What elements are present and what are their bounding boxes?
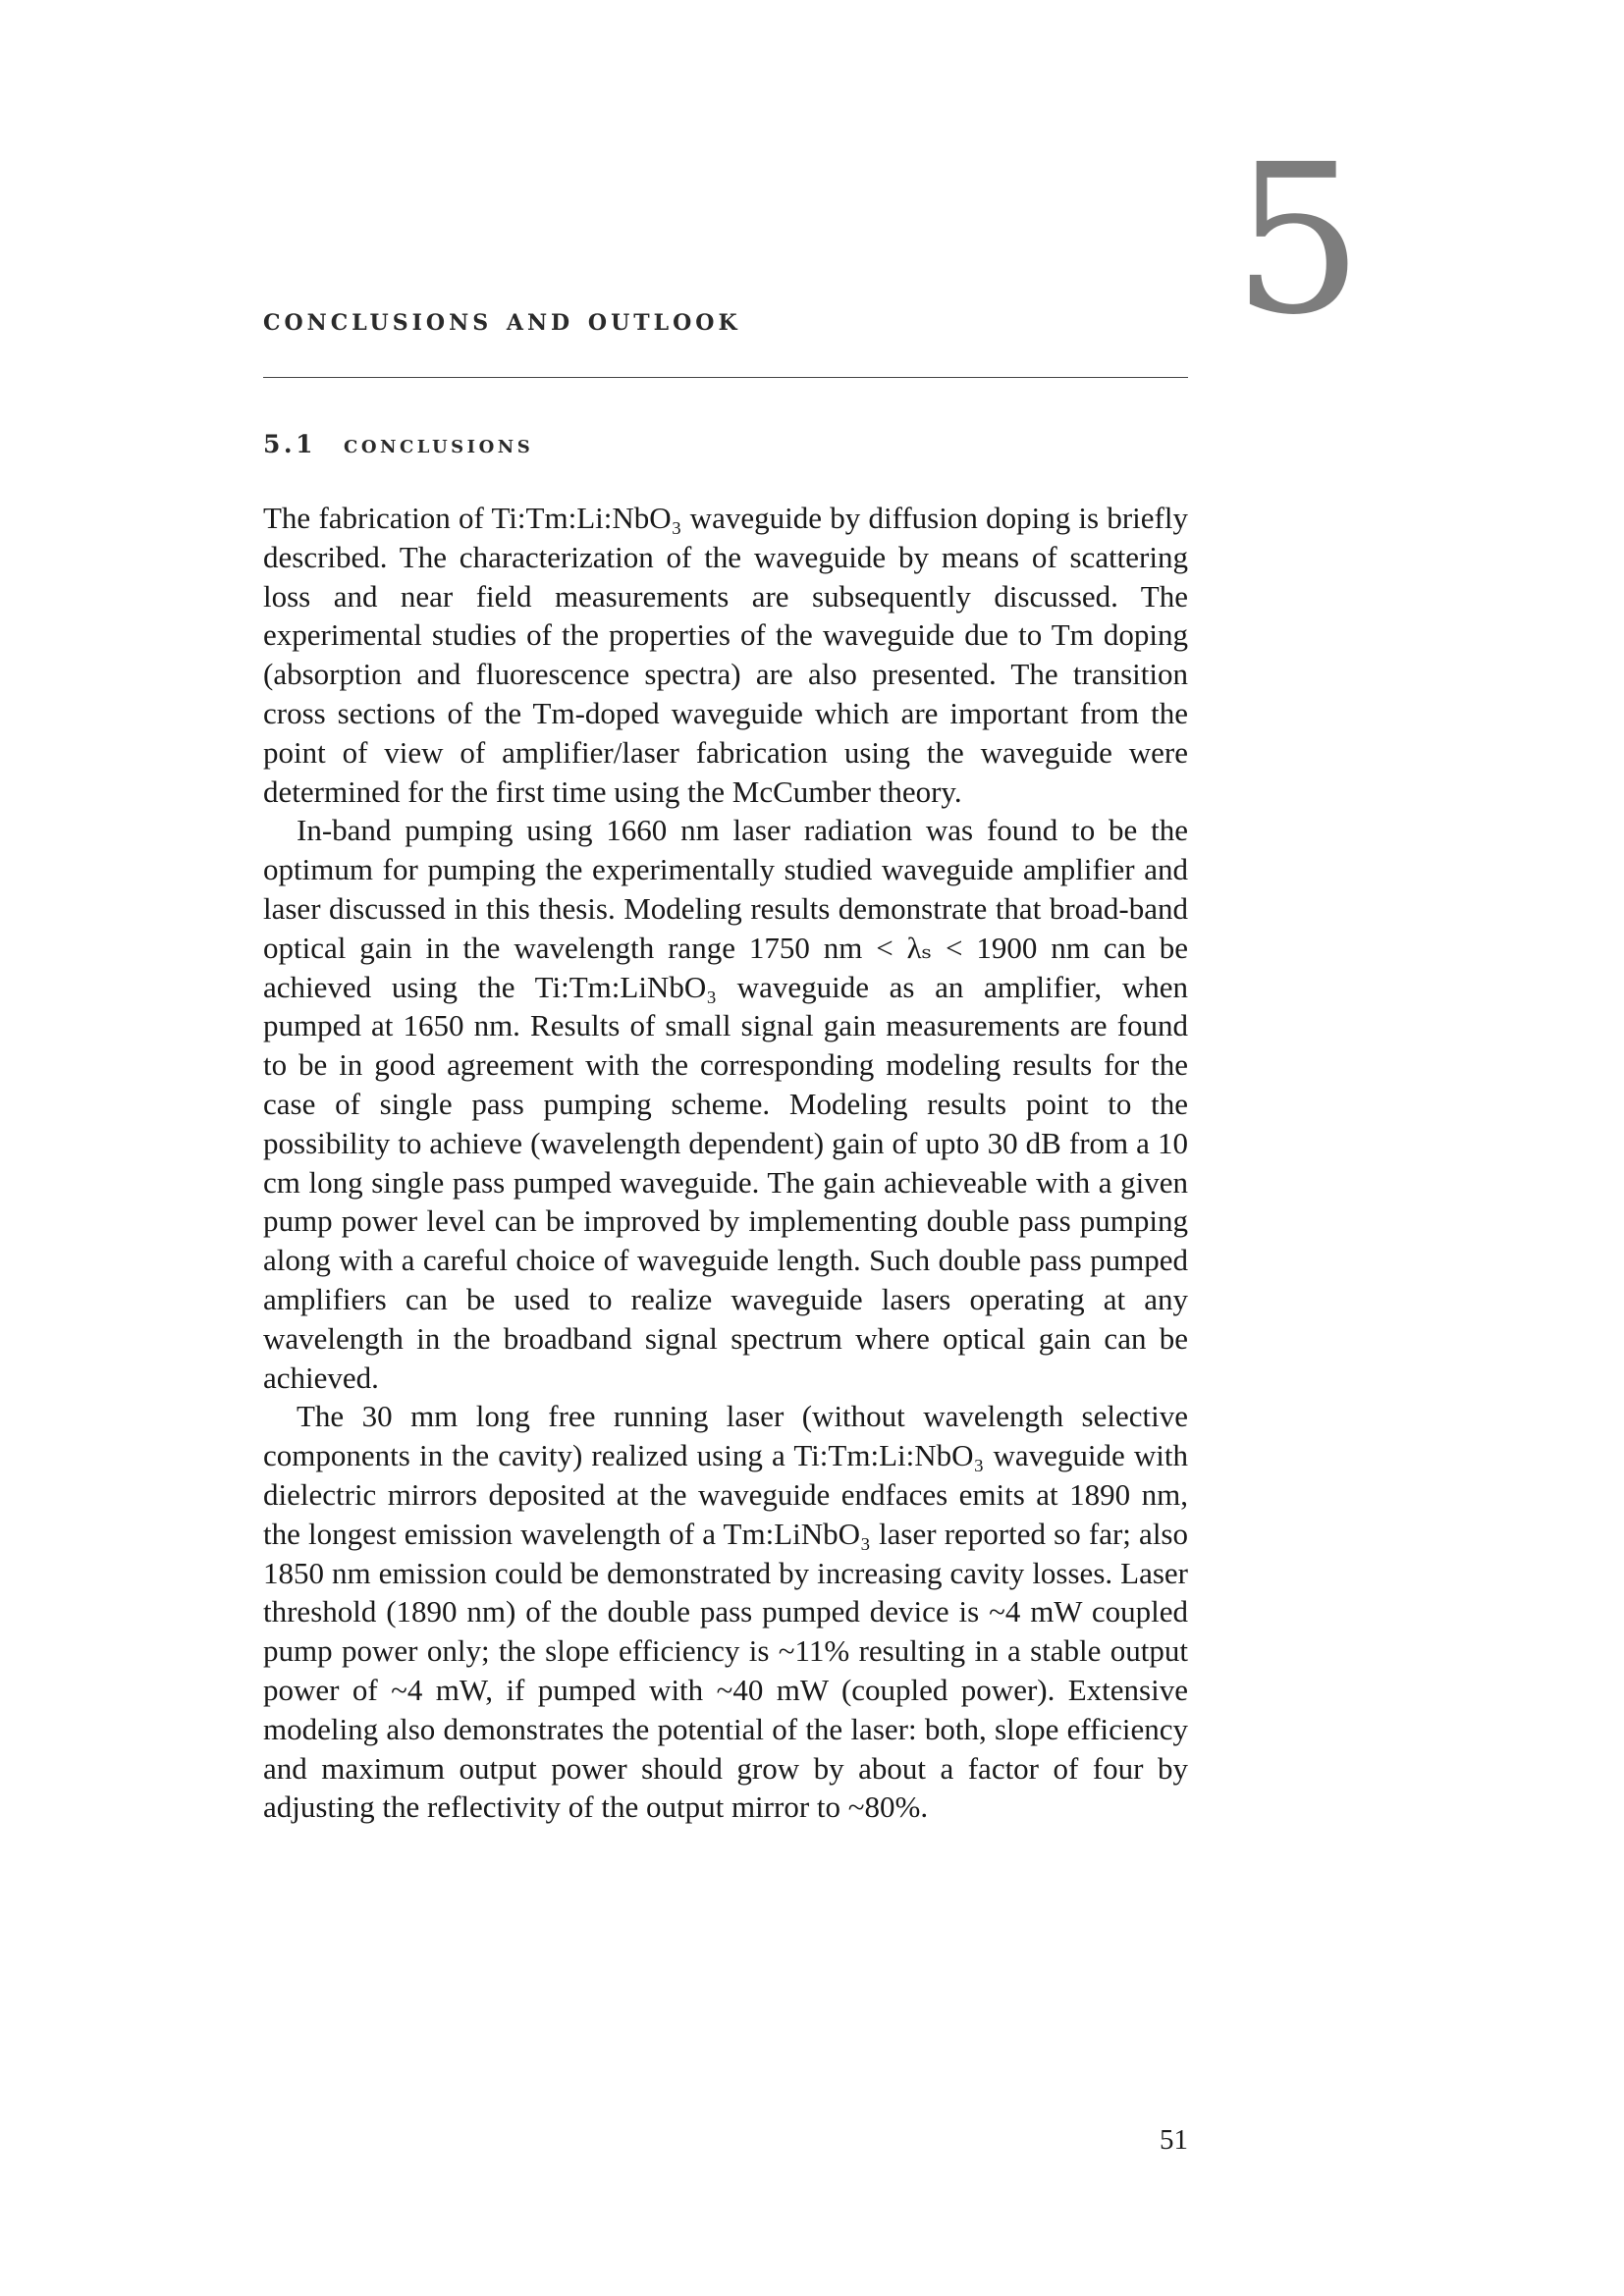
section-heading — [263, 430, 533, 458]
paragraph-free-running-laser: The 30 mm long free running laser (without wavelength selective components in the cavity) realized using a Ti:Tm:Li:NbO₃ waveguide with dielectric mirrors deposited at the waveguide endfaces emits at 1890 nm, the longest emission wavelength of a Tm:LiNbO₃ laser reported so far; also 1850 nm emission could be demonstrated by increasing cavity losses. Laser threshold (1890 nm) of the double pass pumped device is ~4 mW coupled pump power only; the slope efficiency is ~11% resulting in a stable output power of ~4 mW, if pumped with ~40 mW (coupled power). Extensive modeling also demonstrates the potential of the laser: both, slope efficiency and maximum output power should grow by about a factor of four by adjusting the reflectivity of the output mirror to ~80%. — [263, 1399, 1188, 1825]
section-title: conclusions — [344, 430, 534, 458]
section-number: 5.1 — [263, 430, 316, 458]
chapter-title: conclusions and outlook — [263, 302, 741, 338]
paragraph-in-band-pumping: In-band pumping using 1660 nm laser radiation was found to be the optimum for pumping the experimentally studied waveguide amplifier and laser discussed in this thesis. Modeling results demonstrate that broad-band optical gain in the wavelength range 1750 nm < λₛ < 1900 nm can be achieved using the Ti:Tm:LiNbO₃ waveguide as an amplifier, when pumped at 1650 nm. Results of small signal gain measurements are found to be in good agreement with the corresponding modeling results for the case of single pass pumping scheme. Modeling results point to the possibility to achieve (wavelength dependent) gain of upto 30 dB from a 10 cm long single pass pumped waveguide. The gain achieveable with a given pump power level can be improved by implementing double pass pumping along with a careful choice of waveguide length. Such double pass pumped amplifiers can be used to realize waveguide lasers operating at any wavelength in the broadband signal spectrum where optical gain can be achieved. — [263, 813, 1188, 1395]
page-number: 51 — [1160, 2124, 1188, 2156]
chapter-rule — [263, 377, 1188, 378]
chapter-number: 5 — [1232, 120, 1364, 360]
body-text — [263, 499, 1188, 1827]
paragraph-fabrication: The fabrication of Ti:Tm:Li:NbO₃ waveguide by diffusion doping is briefly described. The characterization of the waveguide by means of scattering loss and near field measurements are subsequently discussed. The experimental studies of the properties of the waveguide due to Tm doping (absorption and fluorescence spectra) are also presented. The transition cross sections of the Tm-doped waveguide which are important from the point of view of amplifier/laser fabrication using the waveguide were determined for the first time using the McCumber theory. — [263, 501, 1188, 809]
